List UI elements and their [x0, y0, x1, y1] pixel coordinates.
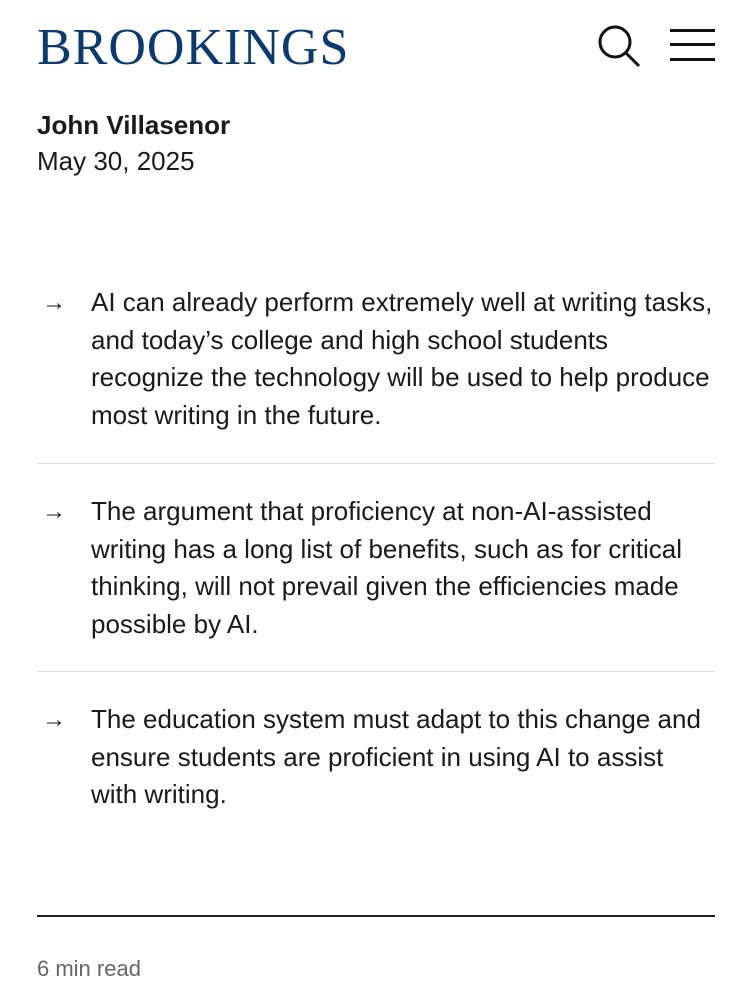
takeaway-item: → The argument that proficiency at non-AI-assisted writing has a long list of benefits, such as for critical thinking, will not prevail given the efficiencies made possible by AI. — [37, 493, 715, 643]
section-rule — [37, 915, 715, 917]
arrow-right-icon: → — [42, 289, 66, 316]
menu-icon[interactable] — [670, 28, 715, 62]
publish-date: May 30, 2025 — [37, 146, 195, 176]
takeaway-item: → AI can already perform extremely well at writing tasks, and today’s college and high school students recognize the technology will be used to help produce most writing in the future. — [37, 284, 715, 434]
arrow-right-icon: → — [42, 706, 66, 733]
search-icon[interactable] — [597, 24, 641, 68]
arrow-right-icon: → — [42, 498, 66, 525]
divider — [37, 671, 715, 672]
brookings-logo[interactable]: BROOKINGS — [37, 19, 350, 76]
author-name[interactable]: John Villasenor — [37, 110, 231, 140]
read-time: 6 min read — [37, 956, 141, 981]
divider — [37, 463, 715, 464]
takeaway-item: → The education system must adapt to this change and ensure students are proficient in using AI to assist with writing. — [37, 701, 715, 814]
